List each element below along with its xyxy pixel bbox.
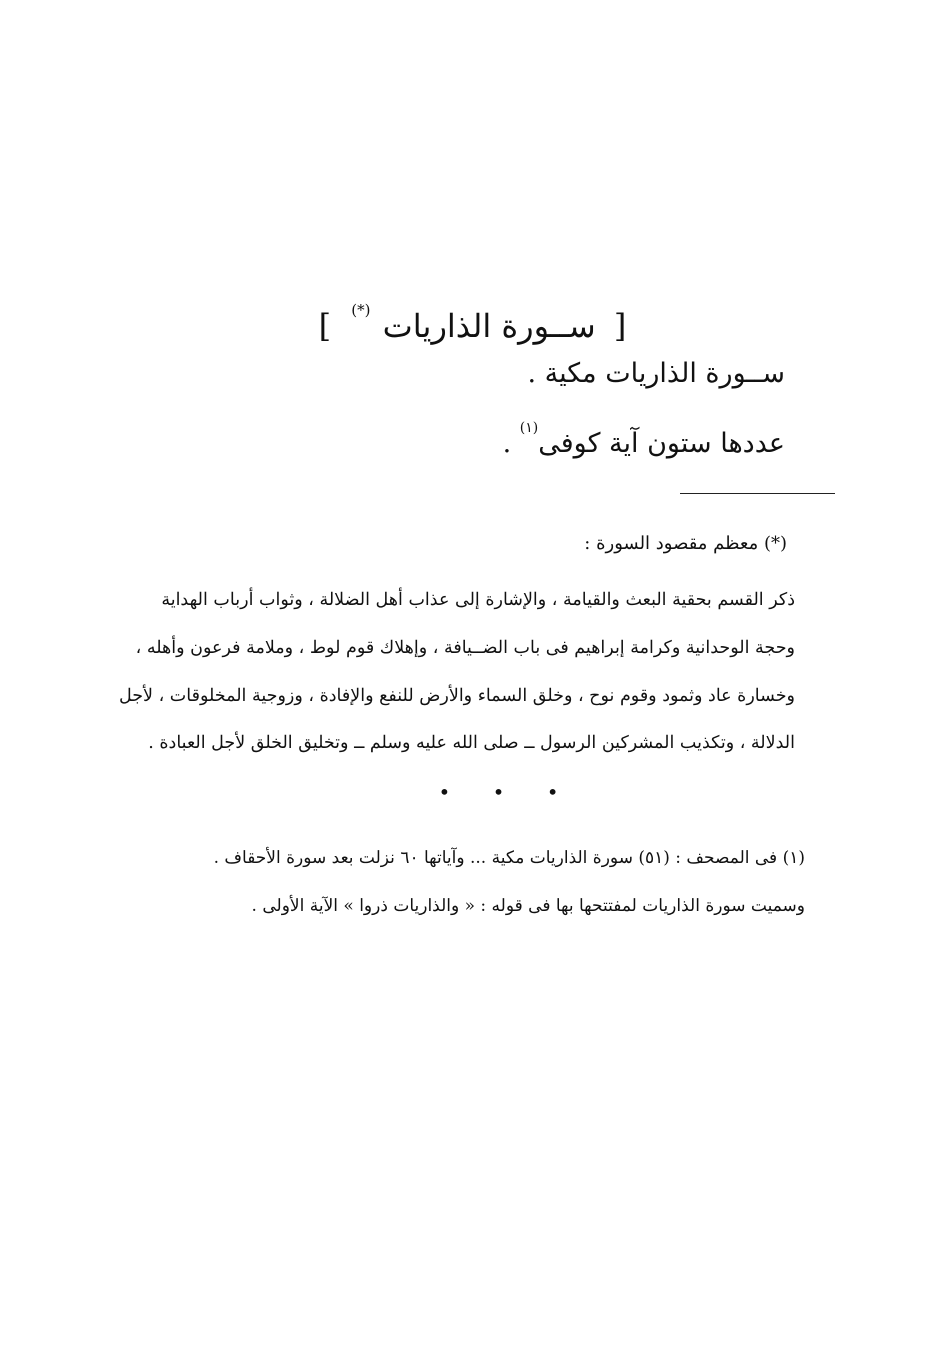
footnote-line: (١) فى المصحف : (٥١) سورة الذاريات مكية ... وآياتها ٦٠ نزلت بعد سورة الأحقاف . (213, 848, 805, 868)
title-bracket-close: ] (318, 307, 332, 345)
surah-title (0, 280, 945, 356)
intro-line-makki: ســورة الذاريات مكية . (527, 358, 785, 389)
verse-count-text: عددها ستون آية كوفى (538, 428, 785, 459)
separator-dots: • • • (438, 780, 577, 804)
section-divider (680, 493, 835, 494)
surah-name: ســورة الذاريات (382, 307, 596, 345)
footnote-ref-1: (١) (519, 420, 539, 436)
note-line: الدلالة ، وتكذيب المشركين الرسول ــ صلى الله عليه وسلم ــ وتخليق الخلق لأجل العبادة . (148, 733, 795, 753)
note-line: وخسارة عاد وثمود وقوم نوح ، وخلق السماء والأرض للنفع والإفادة ، وزوجية المخلوقات ، لأجل (118, 686, 795, 706)
note-line: وحجة الوحدانية وكرامة إبراهيم فى باب الضــيافة ، وإهلاك قوم لوط ، وملامة فرعون وأهله ، (135, 638, 795, 658)
footnote-line: وسميت سورة الذاريات لمفتتحها بها فى قوله : « والذاريات ذروا » الآية الأولى . (251, 896, 805, 916)
title-note-marker: (*) (351, 301, 371, 319)
title-bracket-open: [ (613, 307, 627, 345)
note-line: ذكر القسم بحقية البعث والقيامة ، والإشارة إلى عذاب أهل الضلالة ، وثواب أرباب الهداية (161, 590, 795, 610)
intro-line-verse-count (285, 420, 785, 459)
verse-count-end: . (502, 428, 520, 459)
note-heading: (*) معظم مقصود السورة : (584, 533, 787, 554)
